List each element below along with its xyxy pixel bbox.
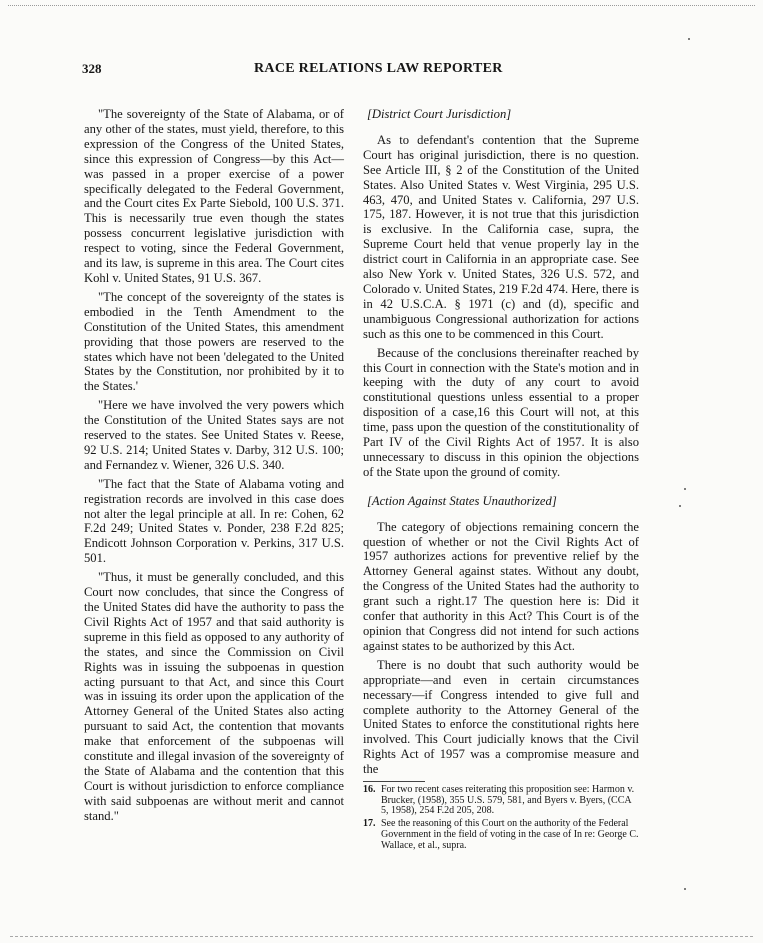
bottom-border xyxy=(10,936,753,937)
footnote xyxy=(363,819,639,851)
scan-speck xyxy=(684,488,686,490)
paragraph: As to defendant's contention that the Supreme Court has original jurisdiction, there is no question. See Article III, § 2 of the Constitution of the United States. Also United States v. West Virginia, 295 U.S. 463, 470, and United States v. California, 297 U.S. 175, 187. However, it is not true that this jurisdiction is exclusive. In the California case, supra, the Supreme Court held that venue properly lay in the district court in California in an appropriate case. See also New York v. United States, 326 U.S. 572, and Colorado v. United States, 219 F.2d 474. Here, there is in 42 U.S.C.A. § 1971 (c) and (d), specific and unambiguous Congressional authorization for actions such as this one to be commenced in this Court. xyxy=(363,132,639,341)
section-heading: [Action Against States Unauthorized] xyxy=(367,493,557,508)
footnote-text: See the reasoning of this Court on the authority of the Federal Government in the field of voting in the case of In re: George C. Wallace, et al., supra. xyxy=(381,818,639,851)
left-column xyxy=(84,107,344,828)
top-border xyxy=(8,5,755,6)
footnote-number: 17. xyxy=(363,818,376,830)
right-column xyxy=(363,107,639,853)
footnotes xyxy=(363,785,639,851)
paragraph: There is no doubt that such authority would be appropriate—and even in certain circumstances necessary—if Congress intended to give full and complete authority to the Attorney General of the United States to enforce the constitutional rights here involved. This Court judicially knows that the Civil Rights Act of 1957 was a compromise measure and the xyxy=(363,657,639,777)
page-number: 328 xyxy=(82,61,102,76)
paragraph: The category of objections remaining concern the question of whether or not the Civil Rights Act of 1957 authorizes actions for preventive relief by the Attorney General against states. Without any doubt, the Congress of the United States had the authority to grant such a right.17 The question here is: Did it confer that authority in this Act? This Court is of the opinion that Congress did not intend for such actions against states to be authorized by this Act. xyxy=(363,519,639,653)
footnote-number: 16. xyxy=(363,784,376,796)
scan-speck xyxy=(688,38,690,40)
section-heading: [District Court Jurisdiction] xyxy=(367,107,512,121)
scan-speck xyxy=(684,888,686,890)
footnote xyxy=(363,785,639,817)
paragraph: "Here we have involved the very powers which the Constitution of the United States says are not reserved to the states. See United States v. Reese, 92 U.S. 214; United States v. Darby, 312 U.S. 100; and Fernandez v. Wiener, 326 U.S. 340. xyxy=(84,398,344,472)
running-head: RACE RELATIONS LAW REPORTER xyxy=(254,61,503,76)
footnote-text: For two recent cases reiterating this proposition see: Harmon v. Brucker, (1958), 355 U.S. 579, 581, and Byers v. Byers, (CCA 5, 1958), 254 F.2d 205, 208. xyxy=(381,784,635,817)
scan-speck xyxy=(679,505,681,507)
paragraph: "The sovereignty of the State of Alabama, or of any other of the states, must yield, therefore, to this expression of the Congress of the United States, since this expression of Congress—by this Act—was passed in a proper exercise of a power specifically delegated to the Federal Government, and the Court cites Ex Parte Siebold, 100 U.S. 371. This is necessarily true even though the states possess concurrent legislative jurisdiction with respect to voting, since the Federal Government, and its law, is supreme in this area. The Court cites Kohl v. United States, 91 U.S. 367. xyxy=(84,107,344,285)
paragraph: "The concept of the sovereignty of the states is embodied in the Tenth Amendment to the Constitution of the United States, this amendment providing that those powers are reserved to the states which have not been 'delegated to the United States by the Constitution, nor prohibited by it to the States.' xyxy=(84,289,344,394)
footnote-divider xyxy=(363,781,425,782)
paragraph: "Thus, it must be generally concluded, and this Court now concludes, that since the Congress of the United States did have the authority to pass the Civil Rights Act of 1957 and that said authority is supreme in this field as opposed to any authority of the states, and since the Commission on Civil Rights was in issuing the subpoenas in question acting pursuant to that Act, and since this Court was in issuing its order upon the application of the Attorney General of the United States also acting pursuant to said Act, the contention that movants make that enforcement of the subpoenas will constitute and illegal invasion of the sovereignty of the State of Alabama and the contention that this Court is without jurisdiction to enforce compliance with said subpoenas are without merit and cannot stand." xyxy=(84,570,344,823)
paragraph: "The fact that the State of Alabama voting and registration records are involved in this case does not alter the legal principle at all. In re: Cohen, 62 F.2d 249; United States v. Ponder, 238 F.2d 825; Endicott Johnson Corporation v. Perkins, 317 U.S. 501. xyxy=(84,476,344,566)
paragraph: Because of the conclusions thereinafter reached by this Court in connection with the State's motion and in keeping with the duty of any court to avoid constitutional questions unless essential to a proper disposition of a case,16 this Court will not, at this time, pass upon the question of the constitutionality of Part IV of the Civil Rights Act of 1957. It is also unnecessary to discuss in this opinion the objections of the State upon the ground of comity. xyxy=(363,345,639,479)
